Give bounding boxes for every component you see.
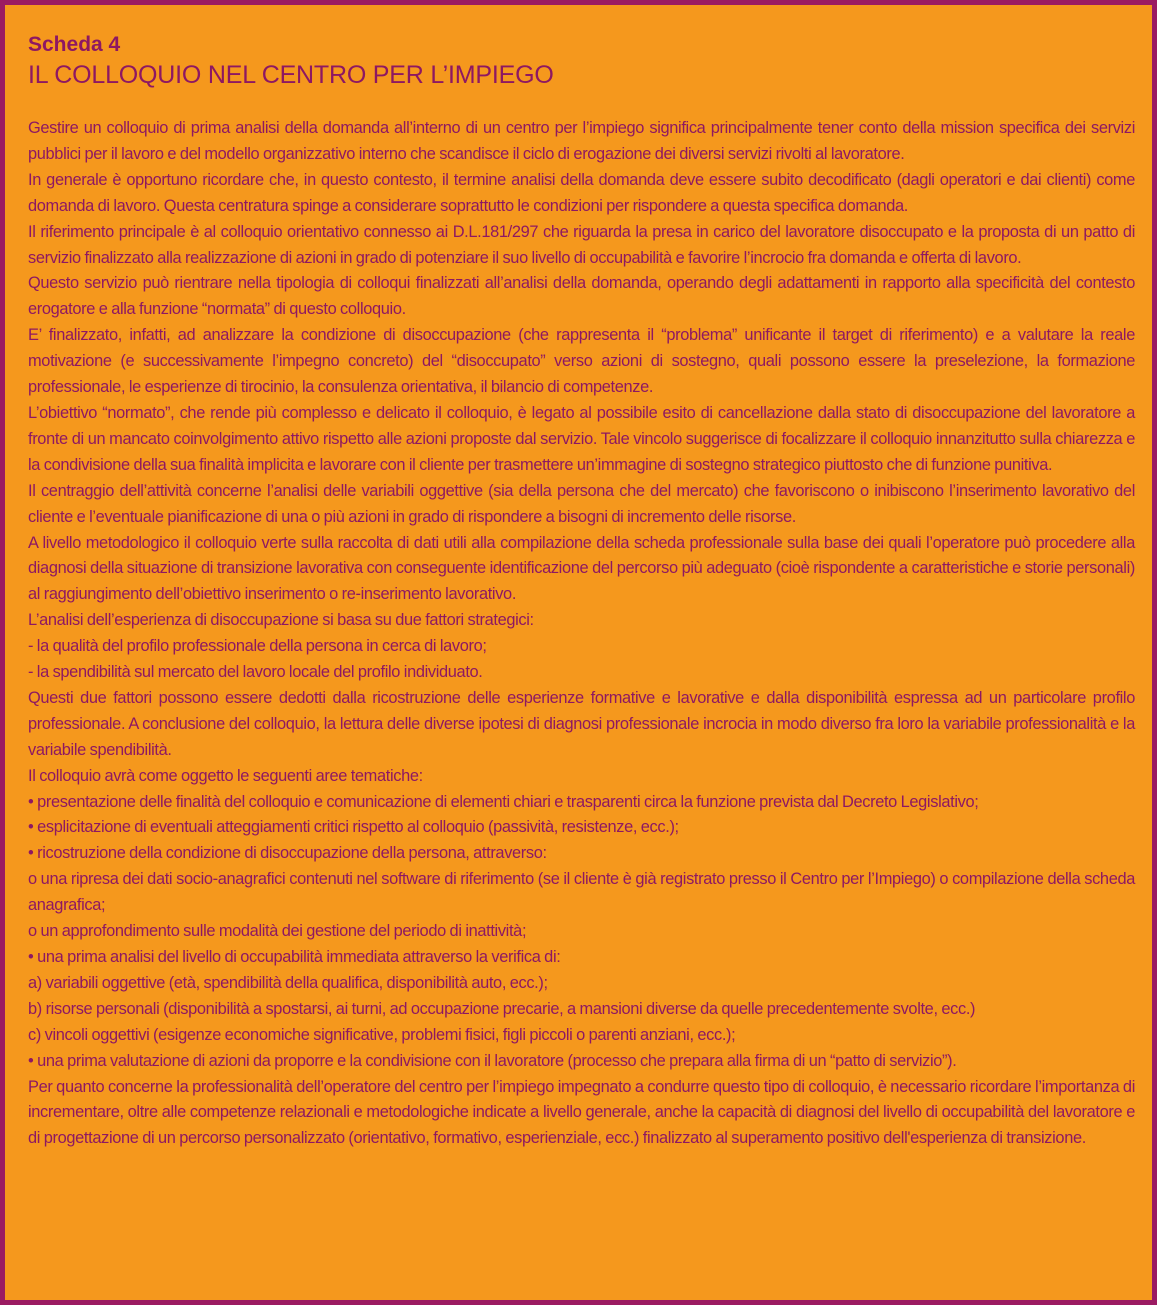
list-item: b) risorse personali (disponibilità a spostarsi, ai turni, ad occupazione precarie, a mansioni diverse da quelle precedentemente svolte, ecc.) bbox=[28, 999, 976, 1018]
paragraph: A livello metodologico il colloquio verte sulla raccolta di dati utili alla compilazione della scheda professionale sulla base dei quali l’operatore può procedere alla diagnosi della situazione di transizione lavorativa con conseguente identificazione del percorso più adeguato (cioè rispondente a caratteristiche e storie personali) al raggiungimento dell’obiettivo inserimento o re-inserimento lavorativo. bbox=[28, 533, 1135, 604]
sheet-content bbox=[28, 31, 1135, 1152]
list-item: • ricostruzione della condizione di disoccupazione della persona, attraverso: bbox=[28, 844, 547, 863]
sheet-body bbox=[28, 116, 1135, 1152]
list-item: • una prima analisi del livello di occupabilità immediata attraverso la verifica di: bbox=[28, 948, 561, 966]
paragraph: In generale è opportuno ricordare che, in questo contesto, il termine analisi della domanda deve essere subito decodificato (dagli operatori e dai clienti) come domanda di lavoro. Questa centratura spinge a considerare soprattutto le condizioni per rispondere a questa specifica domanda. bbox=[28, 170, 1135, 215]
sheet-title: IL COLLOQUIO NEL CENTRO PER L’IMPIEGO bbox=[28, 61, 554, 89]
paragraph: L’obiettivo “normato”, che rende più complesso e delicato il colloquio, è legato al possibile esito di cancellazione dalla stato di disoccupazione del lavoratore a fronte di un mancato coinvolgimento attivo rispetto alle azioni proposte dal servizio. Tale vincolo suggerisce di focalizzare il colloquio innanzitutto sulla chiarezza e la condivisione della sua finalità implicita e lavorare con il cliente per trasmettere un’immagine di sostegno strategico piuttosto che di funzione punitiva. bbox=[28, 403, 1135, 474]
list-item: - la qualità del profilo professionale della persona in cerca di lavoro; bbox=[28, 637, 487, 656]
list-item: • presentazione delle finalità del colloquio e comunicazione di elementi chiari e trasparenti circa la funzione prevista dal Decreto Legislativo; bbox=[28, 792, 979, 811]
paragraph: E’ finalizzato, infatti, ad analizzare la condizione di disoccupazione (che rappresenta il “problema” unificante il target di riferimento) e a valutare la reale motivazione (e successivamente l’impegno concreto) del “disoccupato” verso azioni di sostegno, quali possono essere la preselezione, la formazione professionale, le esperienze di tirocinio, la consulenza orientativa, il bilancio di competenze. bbox=[28, 326, 1135, 397]
list-item: o una ripresa dei dati socio-anagrafici contenuti nel software di riferimento (se il cliente è già registrato presso il Centro per l’Impiego) o compilazione della scheda anagrafica; bbox=[28, 870, 1135, 915]
paragraph: Il riferimento principale è al colloquio orientativo connesso ai D.L.181/297 che riguarda la presa in carico del lavoratore disoccupato e la proposta di un patto di servizio finalizzato alla realizzazione di azioni in grado di potenziare il suo livello di occupabilità e favorire l’incrocio fra domanda e offerta di lavoro. bbox=[28, 222, 1135, 267]
paragraph: Questi due fattori possono essere dedotti dalla ricostruzione delle esperienze formative e lavorative e dalla disponibilità espressa ad un particolare profilo professionale. A conclusione del colloquio, la lettura delle diverse ipotesi di diagnosi professionale incrocia in modo diverso fra loro la variabile professionalità e la variabile spendibilità. bbox=[28, 688, 1135, 759]
paragraph: Per quanto concerne la professionalità dell’operatore del centro per l’impiego impegnato a condurre questo tipo di colloquio, è necessario ricordare l’importanza di incrementare, oltre alle competenze relazionali e metodologiche indicate a livello generale, anche la capacità di diagnosi del livello di occupabilità del lavoratore e di progettazione di un percorso personalizzato (orientativo, formativo, esperienziale, ecc.) finalizzato al superamento positivo dell'esperienza di transizione. bbox=[28, 1077, 1135, 1148]
list-item: a) variabili oggettive (età, spendibilità della qualifica, disponibilità auto, ecc.); bbox=[28, 973, 548, 992]
paragraph: Il centraggio dell’attività concerne l’analisi delle variabili oggettive (sia della persona che del mercato) che favoriscono o inibiscono l’inserimento lavorativo del cliente e l’eventuale pianificazione di una o più azioni in grado di rispondere a bisogni di incremento delle risorse. bbox=[28, 481, 1135, 526]
paragraph: L’analisi dell’esperienza di disoccupazione si basa su due fattori strategici: bbox=[28, 611, 534, 630]
list-item: o un approfondimento sulle modalità dei gestione del periodo di inattività; bbox=[28, 922, 527, 941]
paragraph: Gestire un colloquio di prima analisi della domanda all’interno di un centro per l’impiego significa principalmente tener conto della mission specifica dei servizi pubblici per il lavoro e del modello organizzativo interno che scandisce il ciclo di erogazione dei diversi servizi rivolti al lavoratore. bbox=[28, 119, 1135, 163]
paragraph: Questo servizio può rientrare nella tipologia di colloqui finalizzati all’analisi della domanda, operando degli adattamenti in rapporto alla specificità del contesto erogatore e alla funzione “normata” di questo colloquio. bbox=[28, 274, 1135, 319]
list-item: - la spendibilità sul mercato del lavoro locale del profilo individuato. bbox=[28, 663, 483, 682]
list-item: • esplicitazione di eventuali atteggiamenti critici rispetto al colloquio (passività, resistenze, ecc.); bbox=[28, 818, 679, 837]
list-item: c) vincoli oggettivi (esigenze economiche significative, problemi fisici, figli piccoli o parenti anziani, ecc.); bbox=[28, 1025, 736, 1044]
paragraph: Il colloquio avrà come oggetto le seguenti aree tematiche: bbox=[28, 766, 423, 785]
list-item: • una prima valutazione di azioni da proporre e la condivisione con il lavoratore (processo che prepara alla firma di un “patto di servizio”). bbox=[28, 1051, 957, 1070]
sheet-label: Scheda 4 bbox=[28, 33, 121, 56]
